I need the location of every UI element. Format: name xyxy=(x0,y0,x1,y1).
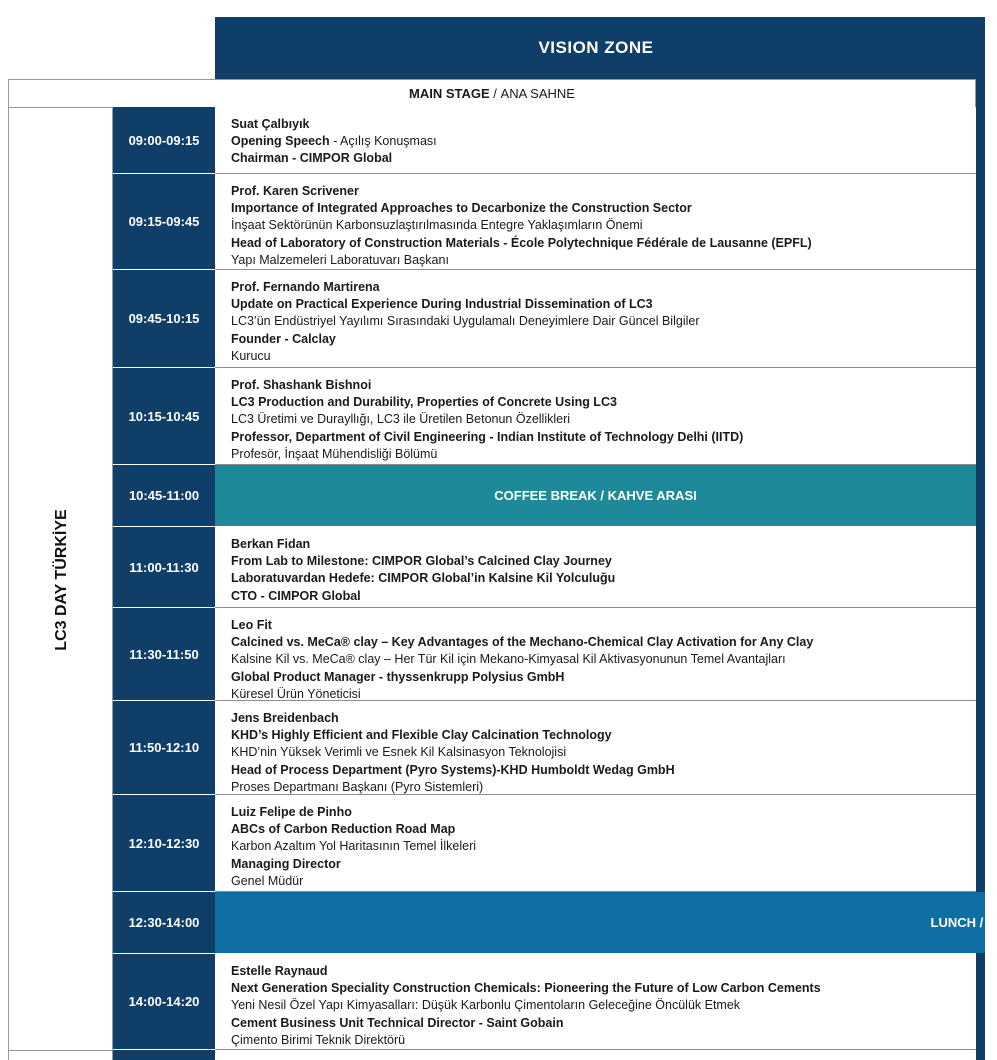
session xyxy=(215,174,976,270)
day-label: LC3 DAY TÜRKİYE xyxy=(53,509,70,651)
talk-title-en: Update on Practical Experience During Industrial Dissemination of LC3 xyxy=(231,297,653,312)
coffee-break-banner: COFFEE BREAK / KAHVE ARASI xyxy=(215,465,976,526)
talk-title-tr: LC3 Üretimi ve Durayllığı, LC3 ile Üretilen Betonun Özellikleri xyxy=(231,412,571,427)
time-slot: 09:15-09:45 xyxy=(113,174,215,270)
speaker-role-tr: Yapı Malzemeleri Laboratuvarı Başkanı xyxy=(231,252,449,267)
session xyxy=(215,107,976,174)
talk-title xyxy=(231,133,976,150)
session xyxy=(215,954,976,1050)
talk-title-en: ABCs of Carbon Reduction Road Map xyxy=(231,822,456,837)
talk-title-en: Calcined vs. MeCa® clay – Key Advantages of the Mechano-Chemical Clay Activation for Any Clay xyxy=(231,635,814,650)
lunch-label: LUNCH / Ö xyxy=(930,915,997,930)
speaker-name: Estelle Raynaud xyxy=(231,964,328,978)
session xyxy=(215,368,976,465)
speaker-name: Prof. Karen Scrivener xyxy=(231,184,359,198)
speaker-name: Berkan Fidan xyxy=(231,537,311,551)
time-slot: 12:10-12:30 xyxy=(113,795,215,892)
talk-title-en: Next Generation Speciality Construction Chemicals: Pioneering the Future of Low Carbon Cements xyxy=(231,981,821,996)
speaker-name: Jens Breidenbach xyxy=(231,711,339,725)
time-slot: 12:30-14:00 xyxy=(113,892,215,954)
speaker-name: Leo Fit xyxy=(231,618,272,632)
session xyxy=(215,795,976,892)
speaker-role-tr: Kurucu xyxy=(231,348,271,363)
speaker-role-en: Professor, Department of Civil Engineering - Indian Institute of Technology Delhi (IITD) xyxy=(231,429,744,444)
stage-sub: ANA SAHNE xyxy=(500,86,575,101)
session xyxy=(215,527,976,608)
time-slot: 10:45-11:00 xyxy=(113,465,215,527)
talk-title-en: LC3 Production and Durability, Properties of Concrete Using LC3 xyxy=(231,395,617,410)
talk-title-tr: - Açılış Konuşması xyxy=(329,134,437,149)
talk-title-tr: Yeni Nesil Özel Yapı Kimyasalları: Düşük Karbonlu Çimentoların Geleceğine Öncülük Etmek xyxy=(231,998,741,1013)
speaker-name: Prof. Fernando Martirena xyxy=(231,280,380,294)
zone-header: VISION ZONE xyxy=(215,17,985,79)
speaker-role-en: Head of Process Department (Pyro Systems)-KHD Humboldt Wedag GmbH xyxy=(231,762,675,777)
speaker-name: Prof. Shashank Bishnoi xyxy=(231,378,372,392)
time-slot: 11:30-11:50 xyxy=(113,608,215,701)
speaker-role-en: Global Product Manager - thyssenkrupp Polysius GmbH xyxy=(231,669,565,684)
speaker-role-en: Founder - Calclay xyxy=(231,331,336,346)
speaker-role-en: Managing Director xyxy=(231,856,341,871)
time-slot-continued xyxy=(113,1050,215,1060)
talk-title-tr: İnşaat Sektörünün Karbonsuzlaştırılmasında Entegre Yaklaşımların Önemi xyxy=(231,218,643,233)
talk-title-en: KHD’s Highly Efficient and Flexible Clay Calcination Technology xyxy=(231,728,612,743)
talk-title-tr: Laboratuvardan Hedefe: CIMPOR Global’in Kalsine Kil Yolculuğu xyxy=(231,571,616,586)
session xyxy=(215,270,976,368)
talk-title-tr: Karbon Azaltım Yol Haritasının Temel İlkeleri xyxy=(231,839,477,854)
stage-sep: / xyxy=(489,86,501,101)
time-slot: 09:45-10:15 xyxy=(113,270,215,368)
stage-main: MAIN STAGE xyxy=(409,86,490,101)
time-slot: 10:15-10:45 xyxy=(113,368,215,465)
speaker-role-tr: Küresel Ürün Yöneticisi xyxy=(231,686,361,701)
session xyxy=(215,608,976,701)
speaker-role-tr: Profesör, İnşaat Mühendisliği Bölümü xyxy=(231,446,438,461)
speaker-name: Suat Çalbıyık xyxy=(231,117,310,131)
speaker-role-en: Head of Laboratory of Construction Materials - École Polytechnique Fédérale de Lausanne (EPFL) xyxy=(231,235,812,250)
speaker-role-en: Cement Business Unit Technical Director - Saint Gobain xyxy=(231,1015,564,1030)
speaker-role: CTO - CIMPOR Global xyxy=(231,588,361,603)
time-slot: 14:00-14:20 xyxy=(113,954,215,1050)
talk-title-en: Importance of Integrated Approaches to Decarbonize the Construction Sector xyxy=(231,201,692,216)
talk-title-tr: Kalsine Kil vs. MeCa® clay – Her Tür Kil için Mekano-Kimyasal Kil Aktivasyonunun Temel Avantajları xyxy=(231,652,786,667)
speaker-role-tr: Genel Müdür xyxy=(231,873,304,888)
talk-title-tr: LC3’ün Endüstriyel Yayılımı Sırasındaki Uygulamalı Deneyimlere Dair Güncel Bilgiler xyxy=(231,314,700,329)
stage-row xyxy=(8,79,976,108)
speaker-name: Luiz Felipe de Pinho xyxy=(231,805,352,819)
time-slot: 11:00-11:30 xyxy=(113,527,215,608)
lunch-banner xyxy=(215,892,997,953)
speaker-role-tr: Çimento Birimi Teknik Direktörü xyxy=(231,1032,406,1047)
talk-title-en: Opening Speech xyxy=(231,134,330,149)
talk-title-tr: KHD’nin Yüksek Verimli ve Esnek Kil Kalsinasyon Teknolojisi xyxy=(231,745,567,760)
session xyxy=(215,701,976,795)
speaker-role-tr: Proses Departmanı Başkanı (Pyro Sistemleri) xyxy=(231,779,484,794)
time-slot: 11:50-12:10 xyxy=(113,701,215,795)
time-slot: 09:00-09:15 xyxy=(113,107,215,174)
speaker-role: Chairman - CIMPOR Global xyxy=(231,151,393,166)
bottom-rule xyxy=(8,1050,113,1051)
talk-title-en: From Lab to Milestone: CIMPOR Global’s Calcined Clay Journey xyxy=(231,554,612,569)
